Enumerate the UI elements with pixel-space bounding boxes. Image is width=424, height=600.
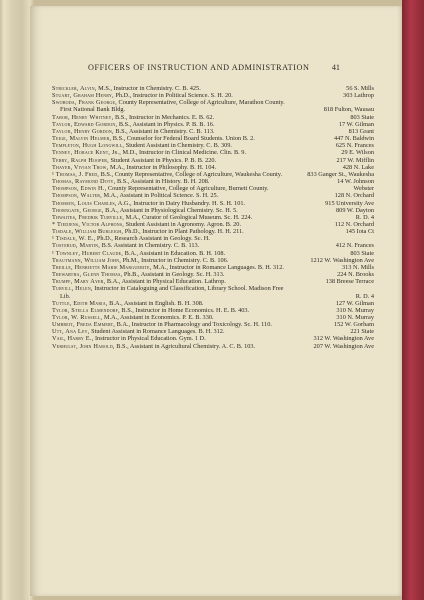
directory-entry	[52, 285, 374, 299]
entry-title: Ph.M., Instructor in Chemistry. C. B. 106.	[121, 256, 229, 264]
directory-entry	[52, 343, 374, 350]
entry-title: B.A., Instructor in Pharmacology and Toxicology. Sc. H. 110.	[115, 321, 272, 329]
entry-description	[52, 228, 296, 235]
entry-name: Treille, Henriette Marie Marguerite,	[52, 263, 152, 271]
entry-description	[52, 314, 296, 321]
entry-address: 217 W. Mifflin	[336, 156, 374, 164]
directory-entry	[52, 328, 374, 335]
entry-description	[52, 171, 296, 178]
entry-description	[52, 278, 296, 285]
entry-name: Vail, Harry E.,	[52, 335, 94, 343]
entry-description	[52, 235, 296, 242]
page-number: 41	[331, 63, 340, 72]
entry-title: B.A., Assistant in Education. B. H. 108.	[123, 249, 226, 257]
directory-entry	[52, 114, 374, 121]
directory-entry	[52, 135, 374, 142]
entry-name: Thompson, Walter,	[52, 192, 102, 200]
entry-title: County Representative, College of Agriculture, Marathon County. First National Bank Bldg.	[60, 99, 285, 114]
entry-address: 313 N. Mills	[341, 263, 374, 271]
directory-entry	[52, 214, 374, 221]
directory-entry	[52, 178, 374, 185]
directory-entry	[52, 157, 374, 164]
entry-description	[52, 200, 296, 207]
directory-entry	[52, 278, 374, 285]
directory-entry	[52, 257, 374, 264]
book-page	[30, 6, 402, 596]
directory-entry	[52, 242, 374, 249]
entry-description	[52, 178, 296, 185]
entry-address: 56 S. Mills	[346, 85, 374, 92]
entry-title: B.A., Assistant in English. B. H. 308.	[107, 299, 204, 307]
entry-description	[52, 214, 296, 221]
entry-name: Utt, Ana Ley,	[52, 328, 90, 336]
entry-title: B.S., Assistant in History. B. H. 208.	[115, 178, 210, 186]
entry-address: R. D. 4	[355, 292, 374, 300]
entry-address: 412 N. Frances	[335, 242, 374, 250]
entry-address: R. D. 4	[355, 213, 374, 221]
entry-address: Webster	[353, 185, 374, 193]
entry-name: Trumpf, Mary Ayer,	[52, 278, 106, 286]
entry-address: 310 N. Murray	[336, 314, 374, 321]
entry-description	[52, 250, 296, 257]
entry-title: Ph.D., Instructor in Political Science. S. H. 20.	[113, 92, 233, 100]
entry-address: 310 N. Murray	[336, 306, 374, 314]
directory-entry	[52, 192, 374, 199]
entry-name: Strickler, Alvin,	[52, 85, 97, 92]
entry-address: 145 Iota Ct	[345, 228, 374, 236]
entry-address: 312 W. Washington Ave	[313, 335, 374, 343]
entry-address: 221 State	[350, 328, 374, 336]
directory-entry	[52, 335, 374, 342]
entry-address: 127 W. Gilman	[335, 299, 374, 307]
entry-name: Umbreit, Freda Emmert,	[52, 321, 116, 329]
entry-name: Trewartha, Glenn Thomas,	[52, 271, 123, 279]
entry-description	[52, 242, 296, 249]
entry-address: 833 Ganger St., Waukesha	[307, 170, 374, 178]
directory-entries	[52, 85, 374, 350]
entry-title: Student Assistant in Agronomy. Agron. B. 20.	[124, 220, 242, 228]
directory-entry	[52, 149, 374, 156]
entry-description	[52, 343, 296, 350]
entry-description	[52, 121, 296, 128]
entry-description	[52, 307, 296, 314]
entry-description	[52, 142, 296, 149]
entry-name: Verhulst, John Harold,	[52, 342, 115, 350]
entry-description	[52, 335, 296, 342]
entry-description	[52, 321, 296, 328]
entry-description	[52, 257, 296, 264]
entry-address: 112 N. Orchard	[334, 220, 374, 228]
entry-title: B.A., Assistant in Physiological Chemistry. Sc. H. 5.	[103, 206, 238, 214]
entry-description	[52, 149, 296, 156]
directory-entry	[52, 307, 374, 314]
entry-title: M.A., Assistant in Economics. P. E. B. 330.	[102, 314, 214, 321]
entry-address: 152 W. Gorham	[333, 321, 374, 329]
directory-entry	[52, 85, 374, 92]
entry-name: * Tiedjens, Victor Alphons,	[52, 220, 125, 228]
entry-name: ¹ Townley, Hubert Claude,	[52, 249, 123, 257]
entry-address: 128 N. Orchard	[334, 192, 374, 200]
entry-name: Tylor, Stella Elmendorf,	[52, 306, 120, 314]
entry-name: Taylor, Henry Gordon,	[52, 127, 114, 135]
entry-name: Templeton, Hugh Longwill,	[52, 142, 125, 150]
entry-description	[52, 264, 296, 271]
entry-address: 17 W. Gilman	[338, 120, 374, 128]
entry-description	[52, 271, 296, 278]
directory-entry	[52, 92, 374, 99]
entry-title: M.A., Instructor in Romance Languages. B. H. 312.	[151, 263, 284, 271]
directory-entry	[52, 164, 374, 171]
entry-title: Instructor in Cataloguing and Classification, Library School. Madison Free Lib.	[60, 285, 284, 300]
entry-name: Tenney, Horace Kent, Jr.,	[52, 149, 121, 157]
directory-entry	[52, 128, 374, 135]
entry-description	[52, 328, 296, 335]
entry-description	[52, 164, 296, 171]
entry-title: B.S., Instructor in Mechanics. E. B. 62.	[113, 113, 215, 121]
entry-description	[52, 157, 296, 164]
directory-entry	[52, 300, 374, 307]
directory-entry	[52, 171, 374, 178]
entry-title: A.G., Instructor in Dairy Husbandry. H. S. H. 101.	[116, 199, 246, 207]
entry-address: 809 W. Dayton	[336, 206, 374, 214]
directory-entry	[52, 314, 374, 321]
entry-name: Thwaites, Fredrik Turville,	[52, 213, 125, 221]
entry-title: Instructor in Physical Education. Gym. 1 D.	[93, 335, 206, 343]
entry-name: Trautmann, William John,	[52, 256, 121, 264]
entry-name: Thayer, Vivian Trow,	[52, 163, 109, 171]
entry-description	[52, 85, 296, 92]
entry-name: Stuart, Graham Henry,	[52, 92, 114, 100]
entry-name: Swoboda, Frank George,	[52, 99, 117, 107]
entry-description	[52, 135, 296, 142]
entry-name: Thompson, Edwin H.,	[52, 185, 107, 193]
directory-entry	[52, 200, 374, 207]
entry-title: B.S., Assistant in Agricultural Chemistry. A. C. B. 103.	[114, 342, 256, 350]
entry-name: Teige, Malvin Helmer,	[52, 135, 112, 143]
entry-description	[52, 185, 296, 192]
entry-title: Student Assistant in Romance Languages. B. H. 312.	[89, 328, 225, 336]
entry-title: B.S., Assistant in Physics. P. B. B. 16.	[117, 120, 215, 128]
entry-description	[52, 114, 296, 121]
entry-description	[52, 128, 296, 135]
entry-title: Ph.D., Instructor in Plant Pathology. H. H. 211.	[123, 228, 244, 236]
entry-name: Terry, Ralph Hooper,	[52, 156, 109, 164]
entry-name: Tisdale, William Burleigh,	[52, 228, 124, 236]
entry-title: M.A., Assistant in Political Science. S. H. 25.	[101, 192, 219, 200]
directory-entry	[52, 221, 374, 228]
entry-address: 1212 W. Washington Ave	[310, 256, 374, 264]
entry-name: Tylor, W. Russell,	[52, 314, 103, 321]
entry-address: 303 Lathrop	[343, 92, 374, 100]
entry-address: 138 Breese Terrace	[325, 278, 374, 286]
entry-title: Student Assistant in Chemistry. C. B. 309.	[124, 142, 232, 150]
entry-title: Student Assistant in Physics. P. B. B. 220.	[108, 156, 217, 164]
directory-entry	[52, 142, 374, 149]
entry-name: Thomsen, Louis Charles,	[52, 199, 117, 207]
page-header-title: OFFICERS OF INSTRUCTION AND ADMINISTRATION	[88, 63, 310, 72]
directory-entry	[52, 228, 374, 235]
entry-description	[52, 192, 296, 199]
entry-description	[52, 300, 296, 307]
book-cover-edge	[402, 0, 424, 600]
directory-entry	[52, 99, 374, 113]
entry-title: B.S., Assistant in Chemistry. C. B. 113.	[113, 127, 215, 135]
entry-title: M.A., Instructor in Philosophy. B. H. 104.	[108, 163, 217, 171]
directory-entry	[52, 250, 374, 257]
entry-address: 625 N. Frances	[335, 142, 374, 150]
entry-address: 915 University Ave	[325, 199, 374, 207]
entry-name: Tosterud, Martin,	[52, 242, 100, 250]
entry-title: B.A., Assistant in Physical Education. Lathrop.	[105, 278, 226, 286]
entry-address: 803 State	[350, 113, 374, 121]
entry-address: 447 N. Baldwin	[333, 135, 374, 143]
directory-entry	[52, 185, 374, 192]
entry-address: 803 State	[350, 249, 374, 257]
entry-title: County Representative, College of Agriculture, Burnett County.	[106, 185, 269, 193]
directory-entry	[52, 207, 374, 214]
entry-title: B.S., County Representative, College of Agriculture, Waukesha County.	[99, 170, 283, 178]
directory-entry	[52, 235, 374, 242]
entry-name: ¹ Thomas, J. Fred,	[52, 170, 100, 178]
entry-address: 29 E. Wilson	[341, 149, 374, 157]
entry-address: 813 Grant	[348, 127, 374, 135]
entry-description	[52, 99, 296, 113]
entry-name: ¹ Tisdale, W. E.,	[52, 235, 96, 243]
entry-name: Thomas, Raymond Doty,	[52, 178, 116, 186]
entry-title: M.A., Curator of Geological Museum. Sc. H. 224.	[124, 213, 253, 221]
entry-name: Tabor, Henry Whitney,	[52, 113, 114, 121]
directory-entry	[52, 271, 374, 278]
entry-title: Ph.B., Assistant in Geology. Sc. H. 313.	[122, 271, 225, 279]
entry-title: M.D., Instructor in Clinical Medicine. Clin. B. 9.	[120, 149, 247, 157]
entry-description	[52, 92, 296, 99]
entry-description	[52, 285, 296, 299]
entry-title: Ph.D., Research Assistant in Geology. Sc. H.	[95, 235, 210, 243]
entry-name: Thorngate, George,	[52, 206, 104, 214]
entry-name: Turvill, Helen,	[52, 285, 93, 293]
directory-entry	[52, 121, 374, 128]
running-header	[30, 63, 402, 75]
entry-address: 818 Fulton, Wausau	[323, 106, 374, 114]
entry-address: 224 N. Brooks	[337, 271, 374, 279]
entry-title: B.S., Instructor in Home Economics. H. E. B. 403.	[119, 306, 250, 314]
entry-title: M.S., Instructor in Chemistry. C. B. 425.	[96, 85, 201, 92]
directory-entry	[52, 264, 374, 271]
entry-title: B.S. Assistant in Chemistry. C. B. 113.	[100, 242, 200, 250]
entry-description	[52, 207, 296, 214]
entry-address: 428 N. Lake	[342, 163, 374, 171]
entry-name: Taylor, Edward Gordon,	[52, 120, 118, 128]
entry-description	[52, 221, 296, 228]
directory-entry	[52, 321, 374, 328]
entry-title: B.S., Counselor for Federal Board Students. Union B. 2.	[111, 135, 255, 143]
entry-name: Tuttle, Edith Maria,	[52, 299, 108, 307]
entry-address: 207 W. Washington Ave	[313, 342, 374, 350]
entry-address: 14 W. Johnson	[337, 178, 374, 186]
